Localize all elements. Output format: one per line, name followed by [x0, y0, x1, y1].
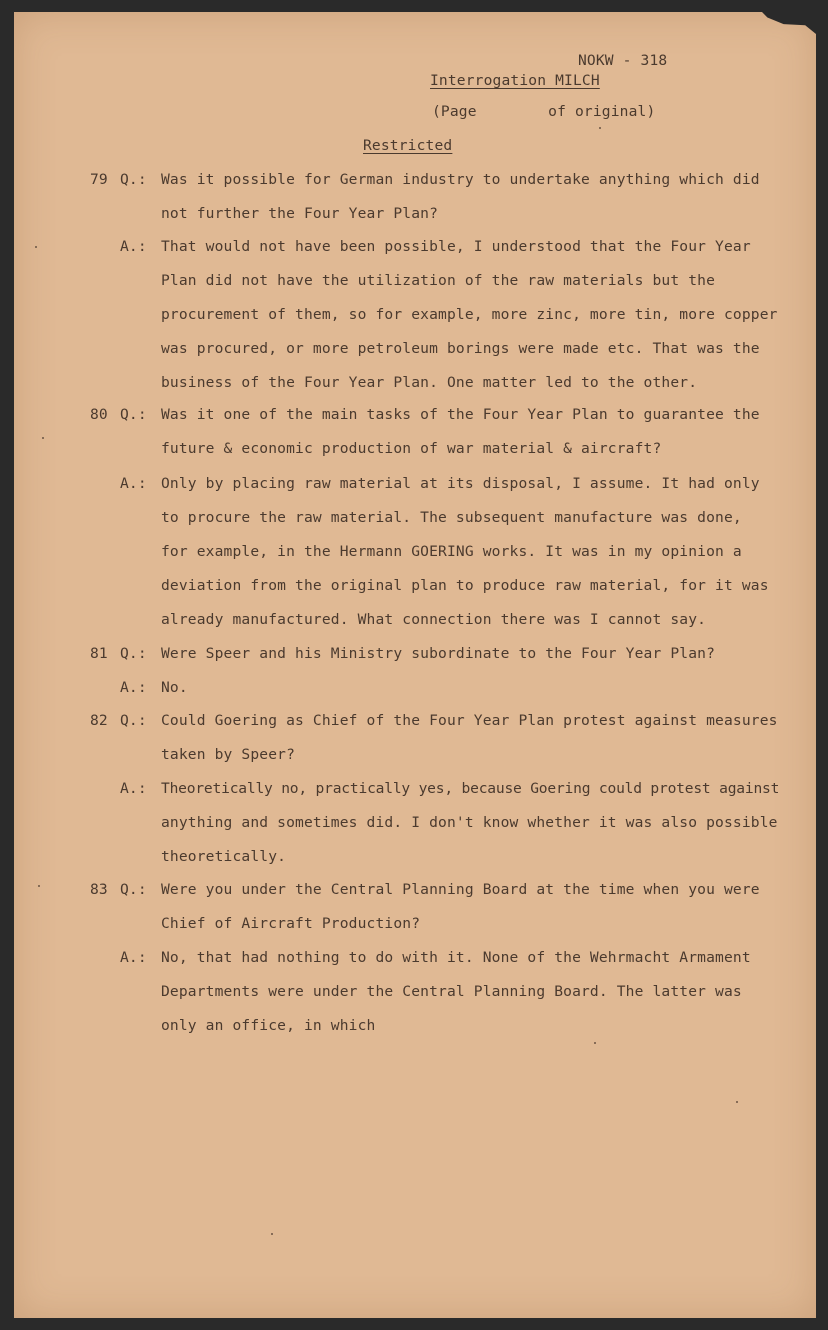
question-line: Was it one of the main tasks of the Four Year Plan to guarantee the — [161, 406, 760, 423]
entry-number: 79 — [90, 171, 108, 188]
answer-line: That would not have been possible, I understood that the Four Year — [161, 238, 751, 255]
document-title: Interrogation MILCH — [430, 72, 600, 89]
question-line: taken by Speer? — [161, 746, 296, 763]
answer-line: deviation from the original plan to produce raw material, for it was — [161, 577, 769, 594]
page-reference: (Page of original) — [432, 103, 656, 120]
paper-speck — [271, 1233, 273, 1235]
answer-line: to procure the raw material. The subsequent manufacture was done, — [161, 509, 742, 526]
document-number: NOKW - 318 — [578, 52, 668, 69]
torn-corner — [762, 12, 816, 34]
answer-line: for example, in the Hermann GOERING works. It was in my opinion a — [161, 543, 742, 560]
answer-label: A.: — [120, 475, 147, 492]
paper-speck — [38, 885, 40, 887]
paper-speck — [42, 437, 44, 439]
answer-line: Theoretically no, practically yes, because Goering could protest against — [161, 780, 780, 797]
question-label: Q.: — [120, 645, 147, 662]
classification-label: Restricted — [363, 137, 453, 154]
question-line: future & economic production of war material & aircraft? — [161, 440, 662, 457]
answer-line: theoretically. — [161, 848, 287, 865]
question-line: Could Goering as Chief of the Four Year Plan protest against measures — [161, 712, 778, 729]
answer-label: A.: — [120, 949, 147, 966]
paper-speck — [599, 127, 601, 129]
answer-line: Departments were under the Central Planning Board. The latter was — [161, 983, 742, 1000]
answer-line: was procured, or more petroleum borings were made etc. That was the — [161, 340, 760, 357]
entry-number: 81 — [90, 645, 108, 662]
answer-label: A.: — [120, 780, 147, 797]
question-label: Q.: — [120, 406, 147, 423]
entry-number: 82 — [90, 712, 108, 729]
paper-speck — [35, 246, 37, 248]
question-line: Were Speer and his Ministry subordinate to the Four Year Plan? — [161, 645, 716, 662]
answer-line: Only by placing raw material at its disposal, I assume. It had only — [161, 475, 760, 492]
answer-line: Plan did not have the utilization of the raw materials but the — [161, 272, 716, 289]
answer-label: A.: — [120, 679, 147, 696]
question-label: Q.: — [120, 881, 147, 898]
paper-speck — [736, 1101, 738, 1103]
entry-number: 80 — [90, 406, 108, 423]
answer-label: A.: — [120, 238, 147, 255]
answer-line: No, that had nothing to do with it. None of the Wehrmacht Armament — [161, 949, 751, 966]
question-line: Were you under the Central Planning Board at the time when you were — [161, 881, 760, 898]
entry-number: 83 — [90, 881, 108, 898]
answer-line: anything and sometimes did. I don't know whether it was also possible — [161, 814, 778, 831]
question-line: not further the Four Year Plan? — [161, 205, 439, 222]
question-line: Chief of Aircraft Production? — [161, 915, 421, 932]
answer-line: business of the Four Year Plan. One matter led to the other. — [161, 374, 698, 391]
question-label: Q.: — [120, 171, 147, 188]
answer-line: procurement of them, so for example, more zinc, more tin, more copper — [161, 306, 778, 323]
answer-line: already manufactured. What connection there was I cannot say. — [161, 611, 707, 628]
question-label: Q.: — [120, 712, 147, 729]
answer-line: only an office, in which — [161, 1017, 376, 1034]
question-line: Was it possible for German industry to undertake anything which did — [161, 171, 760, 188]
paper-speck — [594, 1042, 596, 1044]
answer-line: No. — [161, 679, 188, 696]
